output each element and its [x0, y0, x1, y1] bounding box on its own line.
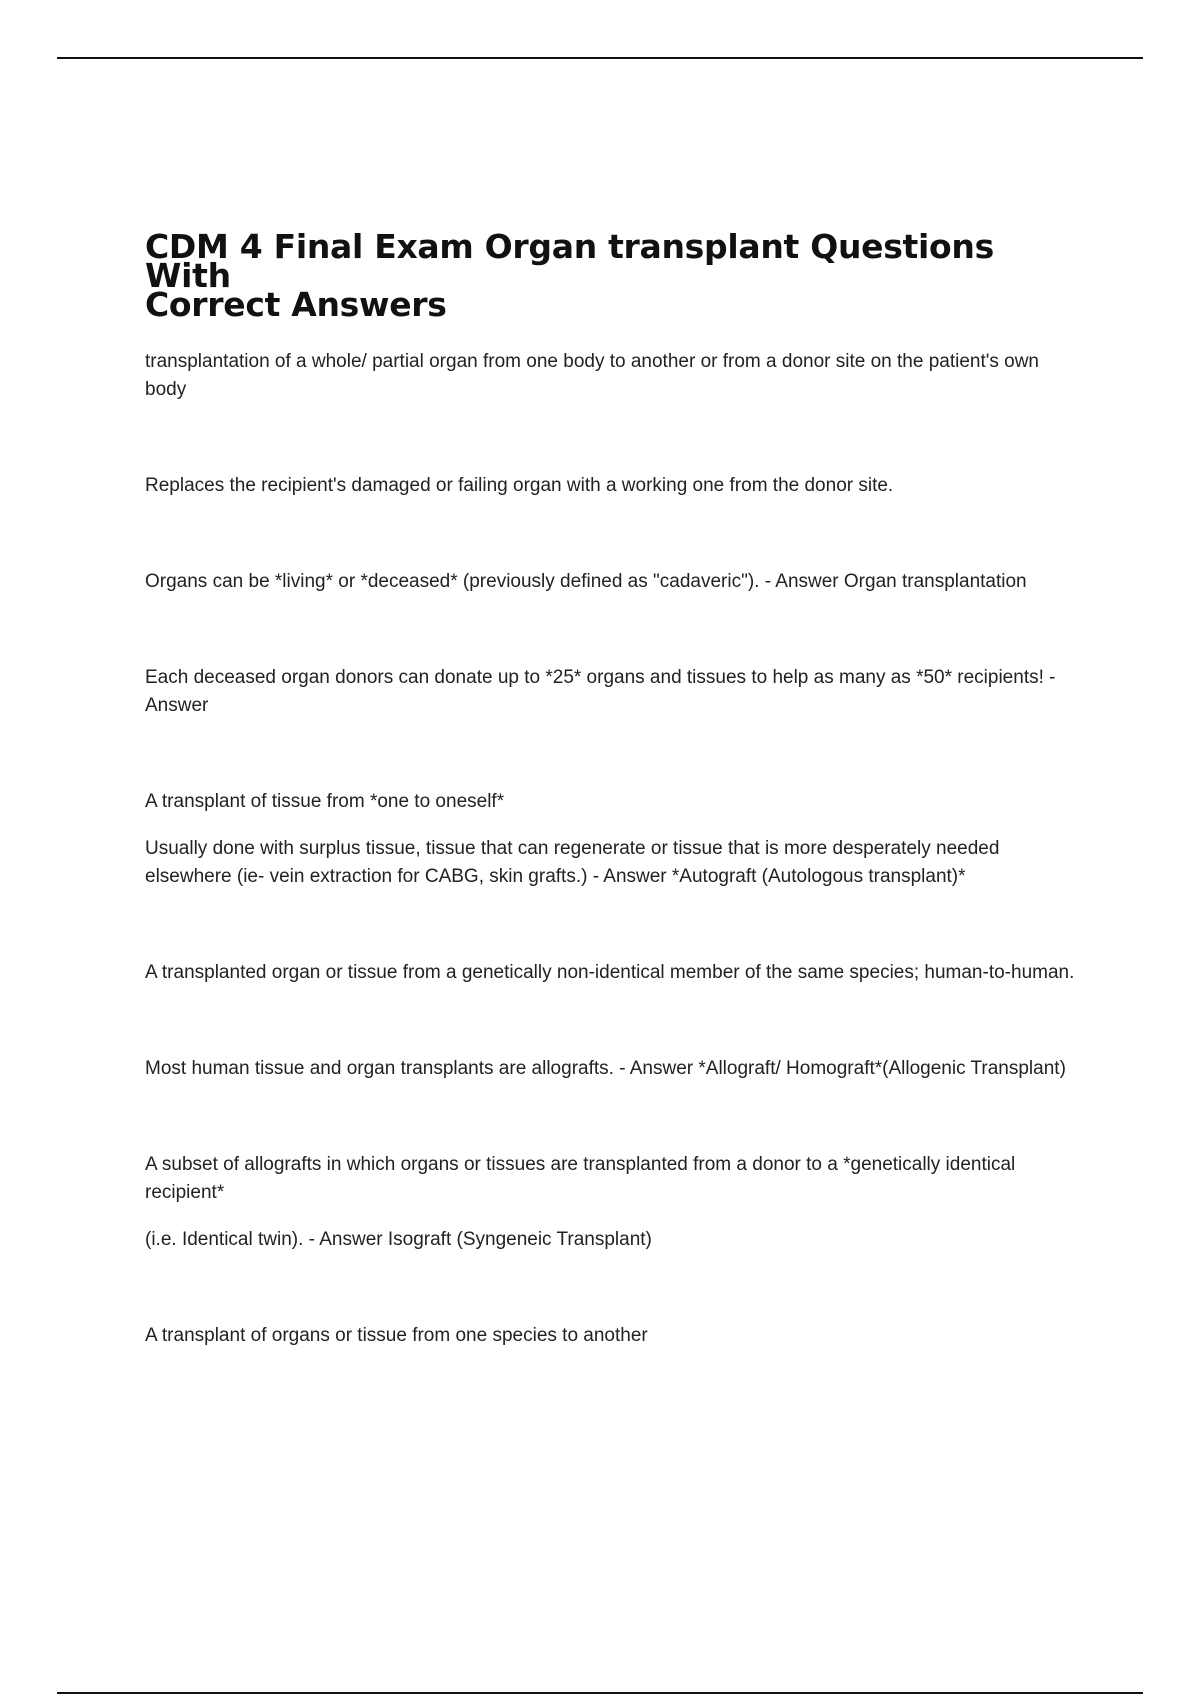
paragraph-6: Usually done with surplus tissue, tissue that can regenerate or tissue that is more desperately needed elsewhere (ie- vein extraction for CABG, skin grafts.) - Answer *Autograft (Autologous transplant)*: [145, 838, 1000, 887]
paragraph-9: A subset of allografts in which organs or tissues are transplanted from a donor to a *genetically identical recipient*: [145, 1154, 1016, 1203]
paragraph-11: A transplant of organs or tissue from one species to another: [145, 1325, 648, 1346]
paragraph-5: A transplant of tissue from *one to oneself*: [145, 791, 505, 812]
paragraph-7: A transplanted organ or tissue from a genetically non-identical member of the same species; human-to-human.: [145, 962, 1075, 983]
document-body: [145, 227, 1085, 1350]
title-line-2: Correct Answers: [145, 285, 447, 324]
footer-rule: [57, 1692, 1143, 1694]
paragraph-2: Replaces the recipient's damaged or failing organ with a working one from the donor site.: [145, 475, 894, 496]
paragraph-4: Each deceased organ donors can donate up to *25* organs and tissues to help as many as *50* recipients! - Answer: [145, 667, 1056, 716]
paragraph-3: Organs can be *living* or *deceased* (previously defined as "cadaveric"). - Answer Organ transplantation: [145, 571, 1027, 592]
title-line-1: CDM 4 Final Exam Organ transplant Questions With: [145, 227, 994, 295]
document-title: [145, 227, 1085, 324]
header-rule: [57, 57, 1143, 59]
paragraph-10: (i.e. Identical twin). - Answer Isograft (Syngeneic Transplant): [145, 1229, 652, 1250]
paragraph-1: transplantation of a whole/ partial organ from one body to another or from a donor site on the patient's own body: [145, 351, 1040, 400]
paragraph-8: Most human tissue and organ transplants are allografts. - Answer *Allograft/ Homograft*(Allogenic Transplant): [145, 1058, 1066, 1079]
